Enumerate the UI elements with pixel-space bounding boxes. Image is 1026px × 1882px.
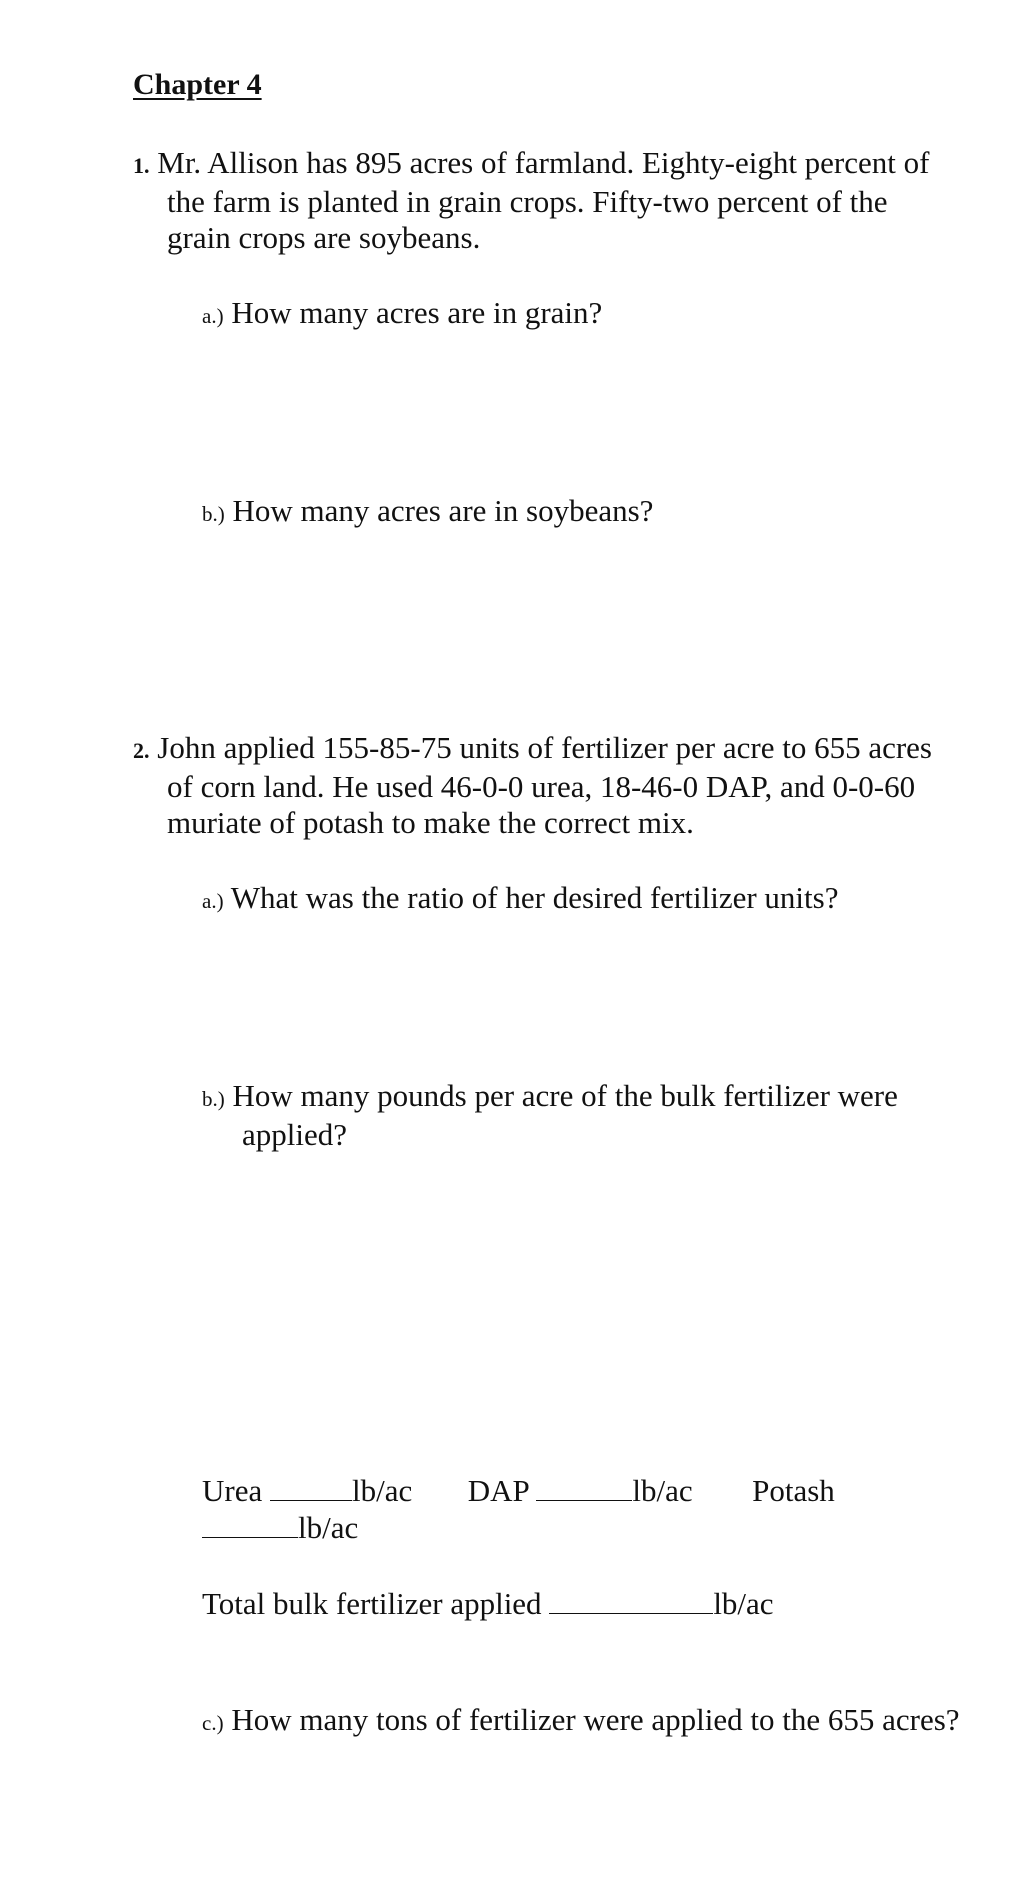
chapter-title: Chapter 4 — [133, 68, 262, 101]
dap-label: DAP — [467, 1473, 529, 1508]
question-2-number: 2. — [133, 738, 150, 763]
question-2b-text: How many pounds per acre of the bulk fertilizer were applied? — [232, 1078, 898, 1152]
question-1-number: 1. — [133, 153, 150, 178]
potash-label: Potash — [752, 1473, 835, 1508]
question-1a-text: How many acres are in grain? — [231, 295, 603, 330]
question-2a-label: a.) — [202, 889, 224, 913]
question-1b-text: How many acres are in soybeans? — [232, 493, 654, 528]
question-2-text: John applied 155-85-75 units of fertilizer per acre to 655 acres of corn land. He used 46-0-0 urea, 18-46-0 DAP, and 0-0-60 muriate of potash to make the correct mix. — [157, 730, 932, 840]
question-2c — [202, 1702, 962, 1741]
dap-unit: lb/ac — [632, 1473, 693, 1508]
question-2a — [202, 880, 962, 919]
potash-unit: lb/ac — [298, 1510, 359, 1545]
total-bulk-blank[interactable] — [549, 1585, 713, 1614]
dap-blank[interactable] — [536, 1472, 632, 1501]
urea-label: Urea — [202, 1473, 263, 1508]
question-2b — [202, 1078, 962, 1153]
question-2c-label: c.) — [202, 1711, 224, 1735]
question-1a — [202, 295, 962, 334]
question-2a-text: What was the ratio of her desired fertilizer units? — [230, 880, 839, 915]
question-2b-label: b.) — [202, 1087, 225, 1111]
question-2c-text: How many tons of fertilizer were applied to the 655 acres? — [231, 1702, 960, 1737]
potash-blank[interactable] — [202, 1509, 298, 1538]
urea-blank[interactable] — [270, 1472, 352, 1501]
question-1 — [133, 145, 957, 256]
urea-unit: lb/ac — [351, 1473, 413, 1508]
question-2 — [133, 730, 957, 841]
question-1b — [202, 493, 962, 532]
total-bulk-line — [202, 1585, 922, 1622]
question-1a-label: a.) — [202, 304, 224, 328]
question-1-text: Mr. Allison has 895 acres of farmland. Eighty-eight percent of the farm is planted in grain crops. Fifty-two percent of the grain crops are soybeans. — [157, 145, 930, 255]
total-bulk-label: Total bulk fertilizer applied — [202, 1586, 542, 1621]
fertilizer-rates-line — [202, 1472, 922, 1546]
question-1b-label: b.) — [202, 502, 225, 526]
total-bulk-unit: lb/ac — [713, 1586, 774, 1621]
